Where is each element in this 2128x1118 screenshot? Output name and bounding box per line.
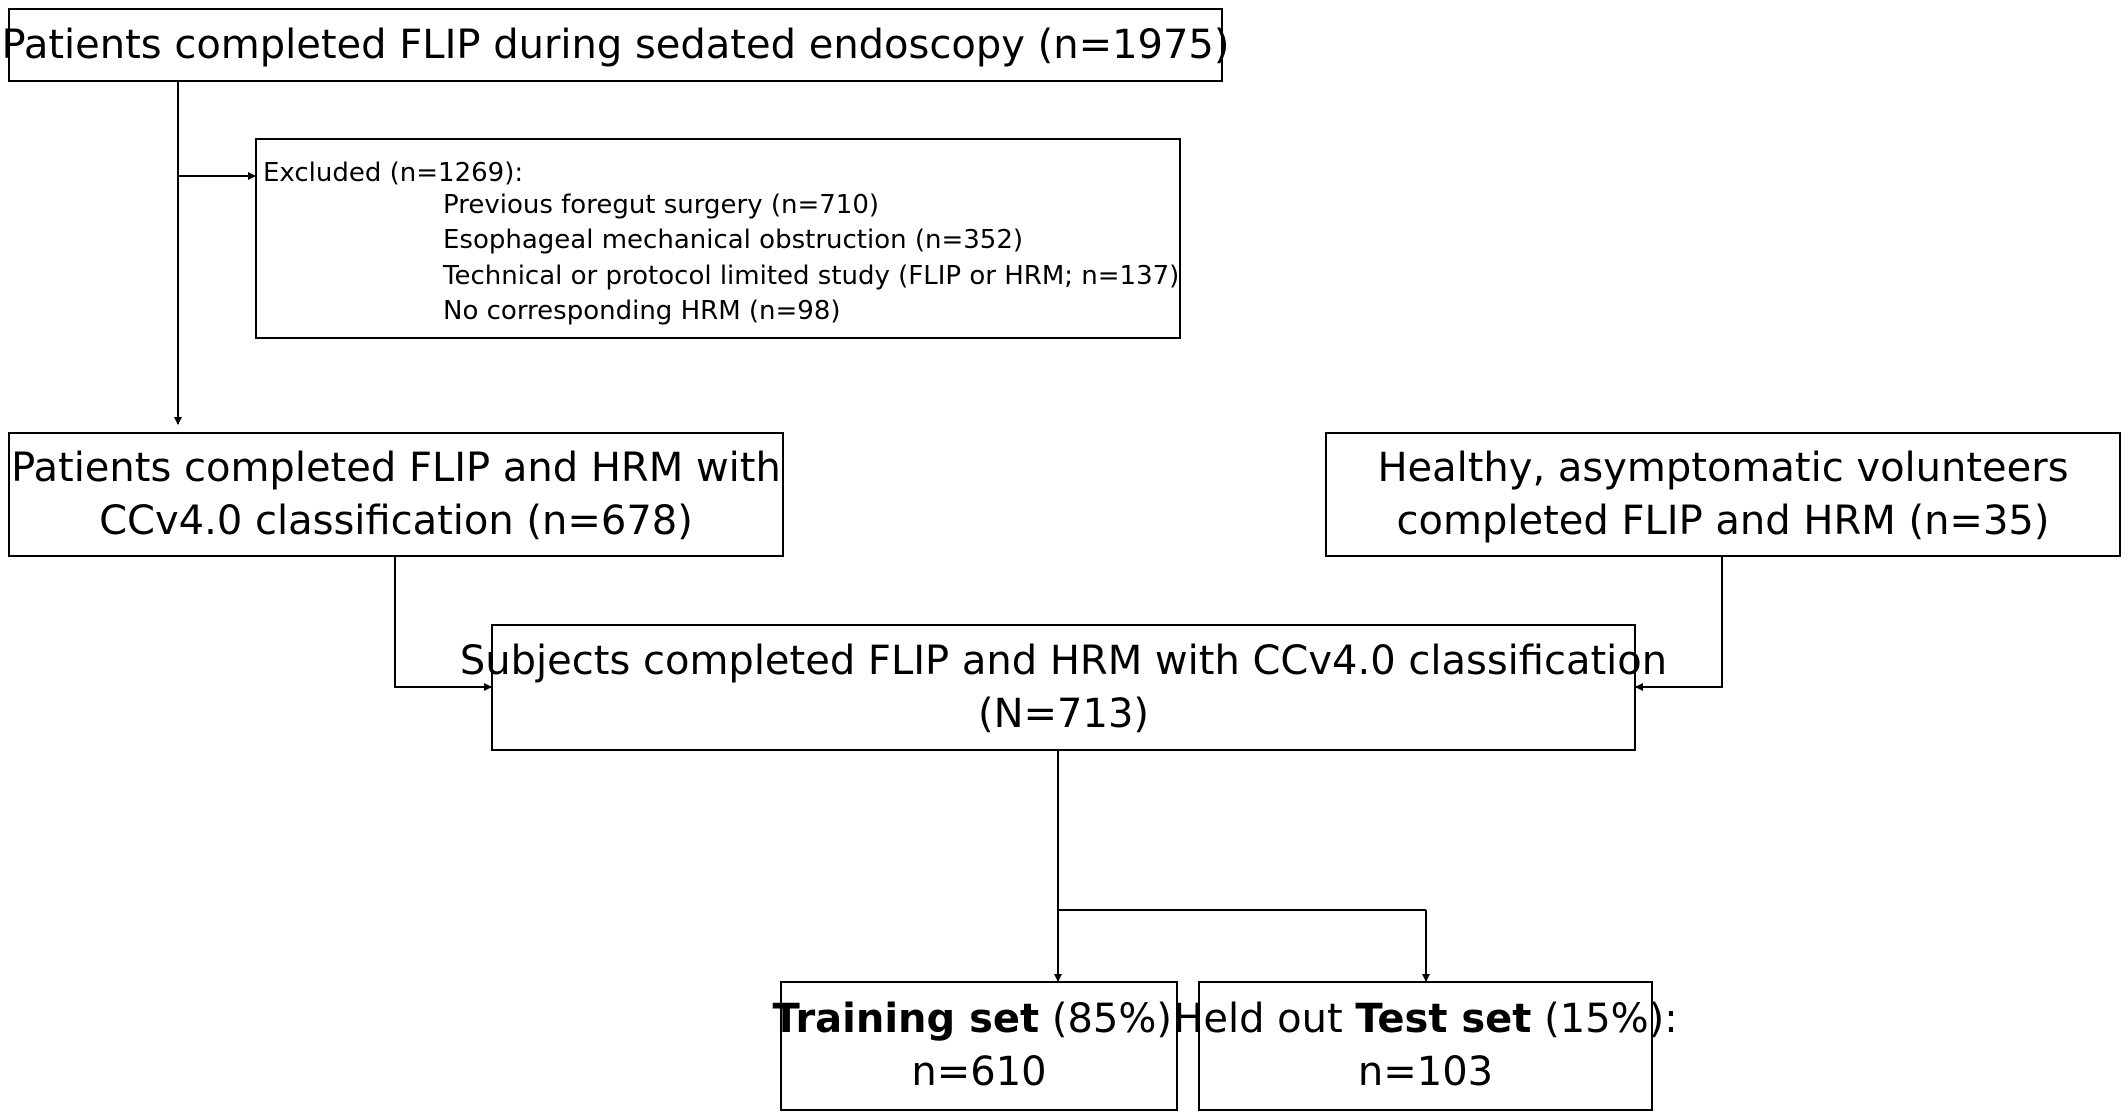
- training-rest: (85%):: [1039, 996, 1186, 1043]
- training-line2: n=610: [911, 1049, 1047, 1095]
- box-training-set: [772, 981, 1186, 1111]
- excluded-list: [443, 188, 1179, 329]
- box-healthy-line1: Healthy, asymptomatic volunteers: [1377, 444, 2069, 491]
- excluded-item: Previous foregut surgery (n=710): [443, 190, 880, 220]
- box-patients-ccv4: [8, 432, 784, 557]
- excluded-item: Esophageal mechanical obstruction (n=352): [443, 225, 1024, 256]
- box-patients-line1: Patients completed FLIP and HRM with: [11, 444, 781, 491]
- excluded-heading: Excluded (n=1269):: [263, 158, 524, 188]
- box-fip-sedated-endoscopy: [1, 8, 1230, 82]
- box-excluded: [255, 138, 1181, 339]
- box-subjects-combined: [459, 624, 1668, 751]
- box-top-text: Patients completed FLIP during sedated endoscopy (n=1975): [1, 21, 1230, 68]
- box-subjects-line1: Subjects completed FLIP and HRM with CCv4.0 classification: [459, 637, 1668, 684]
- test-line2: n=103: [1357, 1049, 1494, 1095]
- test-rest: (15%):: [1531, 996, 1678, 1043]
- excluded-item: Technical or protocol limited study (FLIP or HRM; n=137): [443, 260, 1180, 291]
- box-subjects-line2: (N=713): [978, 690, 1149, 737]
- test-prefix: Held out: [1173, 996, 1356, 1043]
- box-test-set: [1173, 981, 1678, 1111]
- box-patients-line2: CCv4.0 classification (n=678): [99, 497, 693, 544]
- training-bold: Training set: [772, 996, 1040, 1043]
- test-line1: [1173, 993, 1677, 1046]
- test-bold: Test set: [1355, 996, 1532, 1043]
- box-healthy-line2: completed FLIP and HRM (n=35): [1396, 497, 2050, 544]
- training-line1: [773, 993, 1186, 1046]
- excluded-item: No corresponding HRM (n=98): [443, 296, 841, 327]
- box-healthy-volunteers: [1325, 432, 2121, 557]
